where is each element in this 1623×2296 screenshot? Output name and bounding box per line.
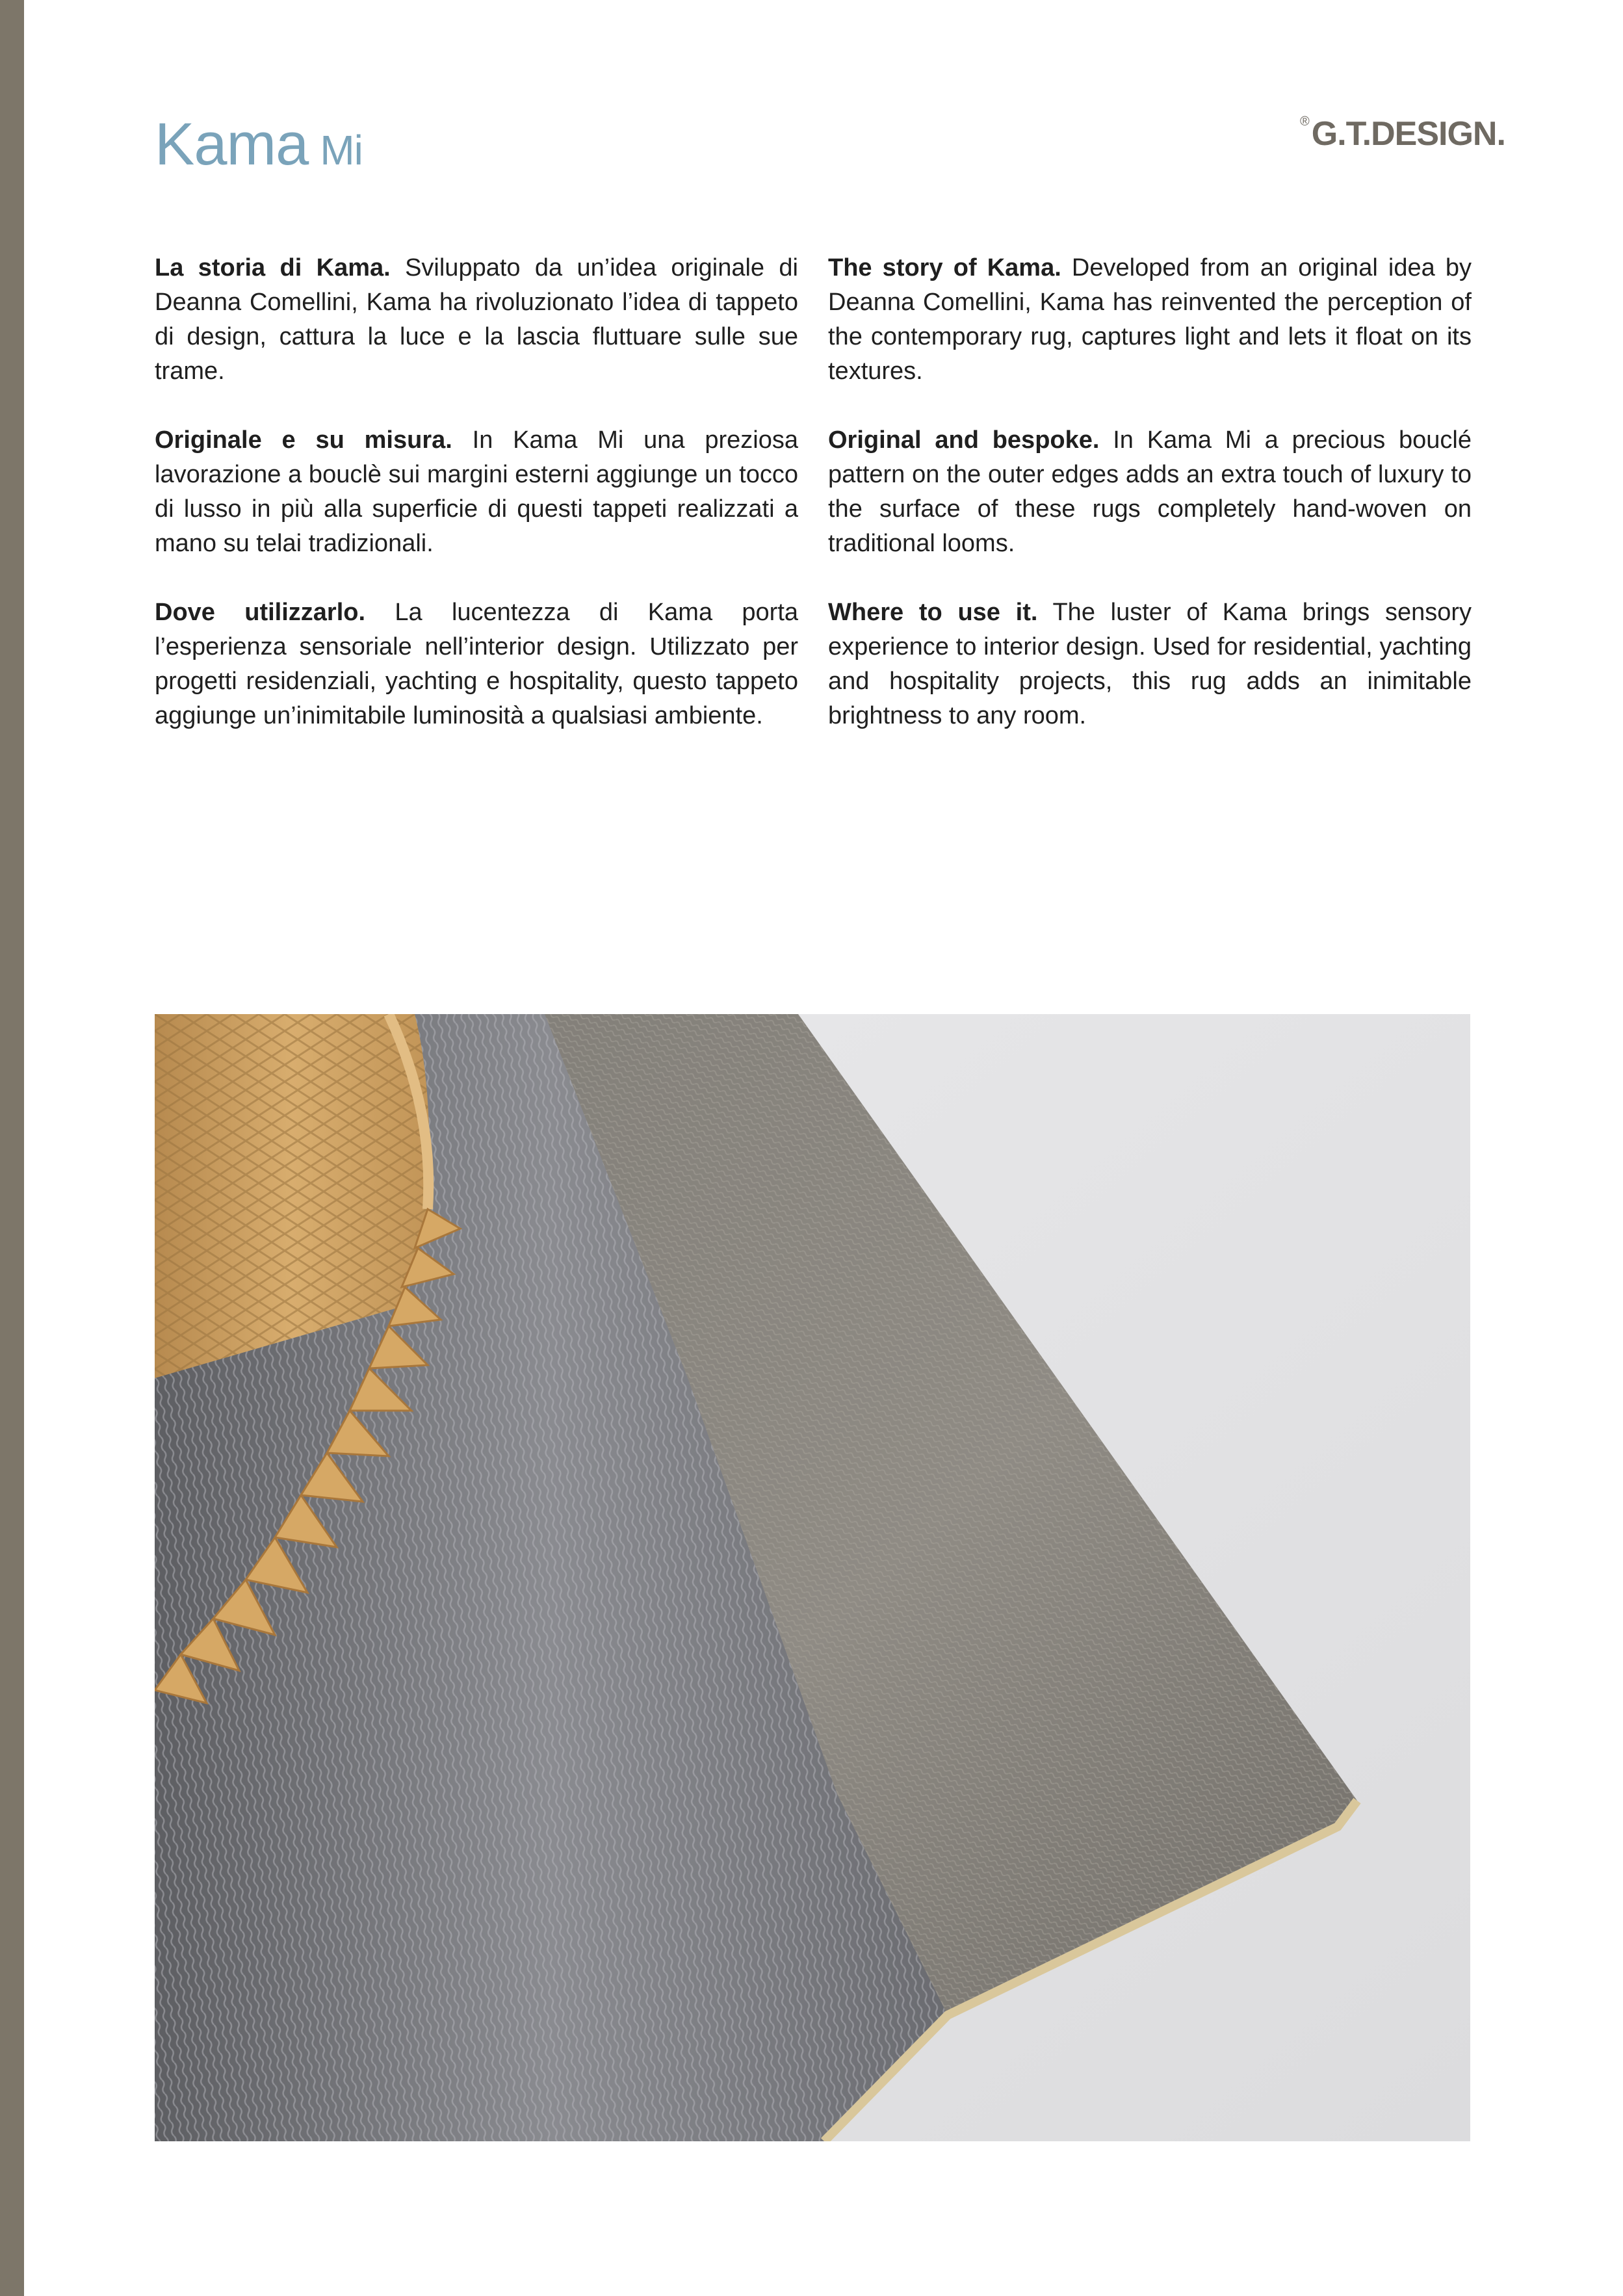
english-story-body: Developed from an original idea by Deanna Comellini, Kama has reinvented the perception of the contemporary rug, captures light and lets it float on its textures. <box>828 254 1472 385</box>
english-usage-body: The luster of Kama brings sensory experience to interior design. Used for residential, yachting and hospitality projects, this rug adds an inimitable brightness to any room. <box>828 599 1472 729</box>
english-story-lead: The story of Kama. <box>828 254 1061 281</box>
italian-usage-lead: Dove utilizzarlo. <box>155 599 366 626</box>
brand-name: G.T.DESIGN. <box>1311 115 1505 153</box>
title-main: Kama <box>155 111 309 177</box>
italian-story-body: Sviluppato da un’idea originale di Deanna Comellini, Kama ha rivoluzionato l’idea di tappeto di design, cattura la luce e la lascia fluttuare sulle sue trame. <box>155 254 798 385</box>
english-paragraph-original <box>828 423 1472 561</box>
italian-paragraph-story <box>155 251 798 389</box>
italian-original-lead: Originale e su misura. <box>155 426 452 454</box>
brand-registered-mark: ® <box>1300 114 1309 129</box>
italian-usage-body: La lucentezza di Kama porta l’esperienza sensoriale nell’interior design. Utilizzato per progetti residenziali, yachting e hospitality, questo tappeto aggiunge un’inimitabile luminosità a qualsiasi ambiente. <box>155 599 799 729</box>
english-paragraph-story <box>828 251 1472 389</box>
italian-story-lead: La storia di Kama. <box>155 254 391 281</box>
english-column <box>828 251 1472 768</box>
italian-original-body: In Kama Mi una preziosa lavorazione a bouclè sui margini esterni aggiunge un tocco di lusso in più alla superficie di questi tappeti realizzati a mano su telai tradizionali. <box>155 426 798 557</box>
english-original-lead: Original and bespoke. <box>828 426 1100 454</box>
product-photo <box>155 1014 1470 2141</box>
english-usage-lead: Where to use it. <box>828 599 1038 626</box>
italian-paragraph-original <box>155 423 798 561</box>
english-paragraph-usage <box>828 595 1472 733</box>
page-title <box>155 111 363 179</box>
side-color-bar <box>0 0 24 2296</box>
italian-column <box>155 251 798 768</box>
italian-paragraph-usage <box>155 595 798 733</box>
brand-logo <box>1300 114 1505 153</box>
title-sub: Mi <box>320 127 363 174</box>
english-original-body: In Kama Mi a precious bouclé pattern on the outer edges adds an extra touch of luxury to the surface of these rugs completely hand-woven on traditional looms. <box>828 426 1472 557</box>
